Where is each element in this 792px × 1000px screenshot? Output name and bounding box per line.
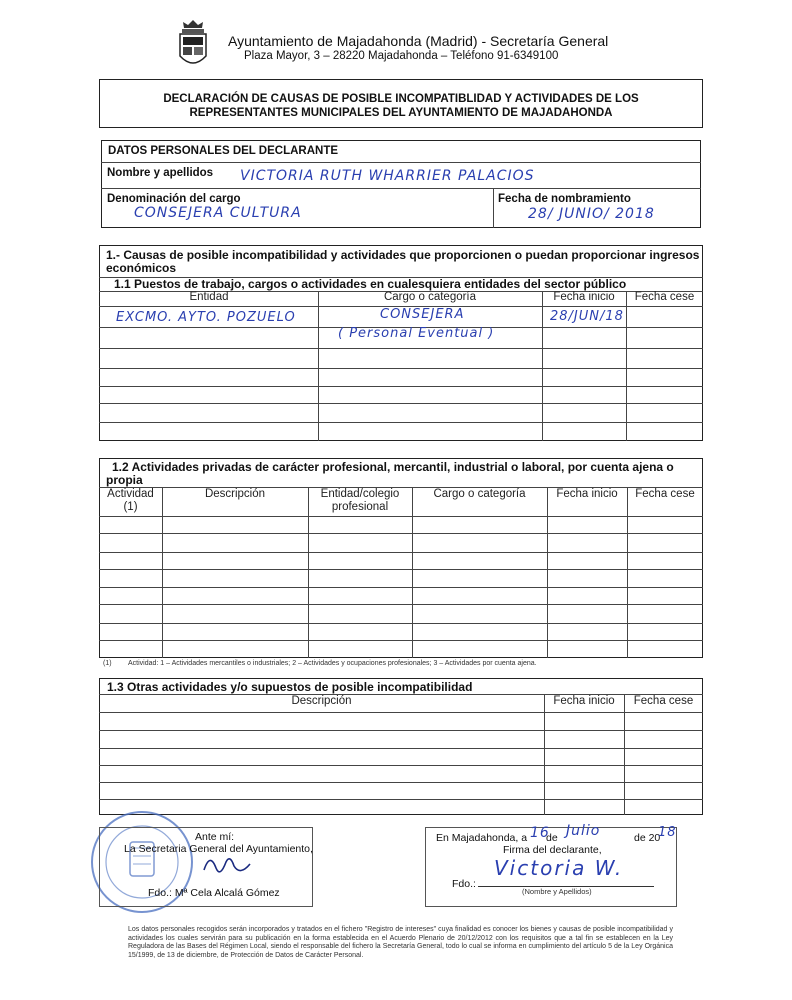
header-line-1: Ayuntamiento de Majadahonda (Madrid) - Secretaría General bbox=[228, 33, 609, 49]
divider bbox=[412, 487, 413, 658]
section-1-1-title: 1.1 Puestos de trabajo, cargos o actividades en cualesquiera entidades del sector público bbox=[114, 277, 627, 291]
secretary-title: La Secretaria General del Ayuntamiento, bbox=[124, 843, 313, 855]
title-line-1: DECLARACIÓN DE CAUSAS DE POSIBLE INCOMPATIBLIDAD Y ACTIVIDADES DE LOS bbox=[163, 93, 639, 105]
date-de-2: de 20 bbox=[634, 832, 661, 844]
footnote-mark: (1) bbox=[103, 660, 112, 667]
table-row bbox=[99, 782, 703, 783]
place-label: En Majadahonda, a bbox=[436, 832, 528, 844]
table-row bbox=[99, 368, 703, 369]
col-entidad-colegio bbox=[308, 488, 412, 514]
nombre-apellidos-label: (Nombre y Apellidos) bbox=[522, 887, 592, 896]
col-entidad: Entidad bbox=[189, 291, 229, 303]
secretary-name: Fdo.: Mª Cela Alcalá Gómez bbox=[148, 887, 280, 899]
table-row bbox=[99, 516, 703, 517]
col-actividad-note: (1) bbox=[123, 501, 138, 513]
header-line-2: Plaza Mayor, 3 – 28220 Majadahonda – Teléfono 91-6349100 bbox=[244, 50, 559, 62]
date-year: 18 bbox=[658, 825, 677, 840]
table-row bbox=[99, 422, 703, 423]
table-row bbox=[99, 799, 703, 800]
table-row bbox=[99, 748, 703, 749]
table-row bbox=[99, 552, 703, 553]
entry-cargo-line1: CONSEJERA bbox=[380, 307, 465, 322]
title-line-2: REPRESENTANTES MUNICIPALES DEL AYUNTAMIENTO DE MAJADAHONDA bbox=[189, 107, 613, 119]
col-entidad-l2: profesional bbox=[331, 501, 389, 513]
table-row bbox=[99, 533, 703, 534]
fdo-label: Fdo.: bbox=[452, 878, 476, 890]
ante-mi-label: Ante mí: bbox=[195, 831, 235, 843]
col-actividad bbox=[99, 488, 162, 514]
entry-fecha-inicio: 28/JUN/18 bbox=[550, 309, 624, 324]
col-fecha-inicio: Fecha inicio bbox=[553, 695, 615, 707]
entry-cargo-line2: ( Personal Eventual ) bbox=[338, 326, 495, 341]
table-row bbox=[99, 604, 703, 605]
table-row bbox=[99, 640, 703, 641]
cargo-label: Denominación del cargo bbox=[107, 193, 241, 205]
coat-of-arms-logo bbox=[176, 18, 210, 70]
name-label: Nombre y apellidos bbox=[107, 167, 214, 179]
table-row bbox=[99, 386, 703, 387]
divider bbox=[318, 291, 319, 441]
col-fecha-cese: Fecha cese bbox=[633, 695, 694, 707]
date-month: Julio bbox=[566, 823, 601, 839]
section-1-2-title: 1.2 Actividades privadas de carácter profesional, mercantil, industrial o laboral, por cuenta ajena o propia bbox=[106, 460, 674, 487]
section-1-3-title: 1.3 Otras actividades y/o supuestos de posible incompatibilidad bbox=[107, 680, 473, 694]
table-row bbox=[99, 587, 703, 588]
name-value: VICTORIA RUTH WHARRIER PALACIOS bbox=[240, 168, 535, 184]
col-entidad-l1: Entidad/colegio bbox=[320, 488, 400, 500]
col-cargo: Cargo o categoría bbox=[383, 291, 477, 303]
table-row bbox=[99, 730, 703, 731]
col-descripcion: Descripción bbox=[291, 695, 352, 707]
col-fecha-cese: Fecha cese bbox=[635, 488, 695, 500]
secretary-signature-scribble bbox=[200, 850, 260, 880]
fecha-nombramiento-label: Fecha de nombramiento bbox=[498, 193, 631, 205]
col-fecha-inicio: Fecha inicio bbox=[556, 488, 618, 500]
divider bbox=[542, 291, 543, 441]
fecha-nombramiento-value: 28/ JUNIO/ 2018 bbox=[528, 206, 655, 222]
col-descripcion: Descripción bbox=[204, 488, 266, 500]
divider bbox=[626, 291, 627, 441]
col-fecha-cese: Fecha cese bbox=[634, 291, 695, 303]
col-cargo-categoria: Cargo o categoría bbox=[433, 488, 526, 500]
footnote-text: Actividad: 1 – Actividades mercantiles o industriales; 2 – Actividades y ocupaciones profesionales; 3 – Actividades por cuenta ajena. bbox=[128, 660, 537, 667]
divider bbox=[547, 487, 548, 658]
col-fecha-inicio: Fecha inicio bbox=[553, 291, 615, 303]
date-day: 16 bbox=[530, 825, 550, 841]
privacy-notice: Los datos personales recogidos serán incorporados y tratados en el fichero "Registro de intereses" cuya finalidad es conocer los bienes y causas de posible incompatibilidad y actividades los cuales servirán para su publicación en la forma establecida en el Acuerdo Plenario de 20/12/2012 con los requisitos que a tal fin se establecen en la Ley Reguladora de las Bases del Régimen Local, siendo el responsable del fichero la Secretaría General, todo lo cual se informa en cumplimiento del artículo 5 de la Ley Orgánica 15/1999, de 13 de diciembre, de Protección de Datos de Carácter Personal. bbox=[128, 926, 673, 959]
table-row bbox=[99, 569, 703, 570]
table-row bbox=[99, 403, 703, 404]
divider bbox=[101, 162, 701, 163]
divider bbox=[162, 487, 163, 658]
divider bbox=[627, 487, 628, 658]
cargo-value: CONSEJERA CULTURA bbox=[134, 205, 302, 221]
table-row bbox=[99, 348, 703, 349]
personal-section-label: DATOS PERSONALES DEL DECLARANTE bbox=[108, 145, 339, 157]
divider bbox=[101, 188, 701, 189]
firma-label: Firma del declarante, bbox=[503, 844, 602, 856]
section-1-title: 1.- Causas de posible incompatibilidad y actividades que proporcionen o puedan proporcionar ingresos económicos bbox=[106, 248, 700, 275]
declarant-signature: Victoria W. bbox=[494, 856, 624, 880]
date-de-1: de bbox=[546, 832, 558, 844]
entry-entidad: EXCMO. AYTO. POZUELO bbox=[116, 310, 296, 325]
table-row bbox=[99, 623, 703, 624]
divider bbox=[308, 487, 309, 658]
table-row bbox=[99, 712, 703, 713]
table-row bbox=[99, 765, 703, 766]
divider bbox=[493, 188, 494, 228]
col-actividad-label: Actividad bbox=[107, 488, 154, 500]
